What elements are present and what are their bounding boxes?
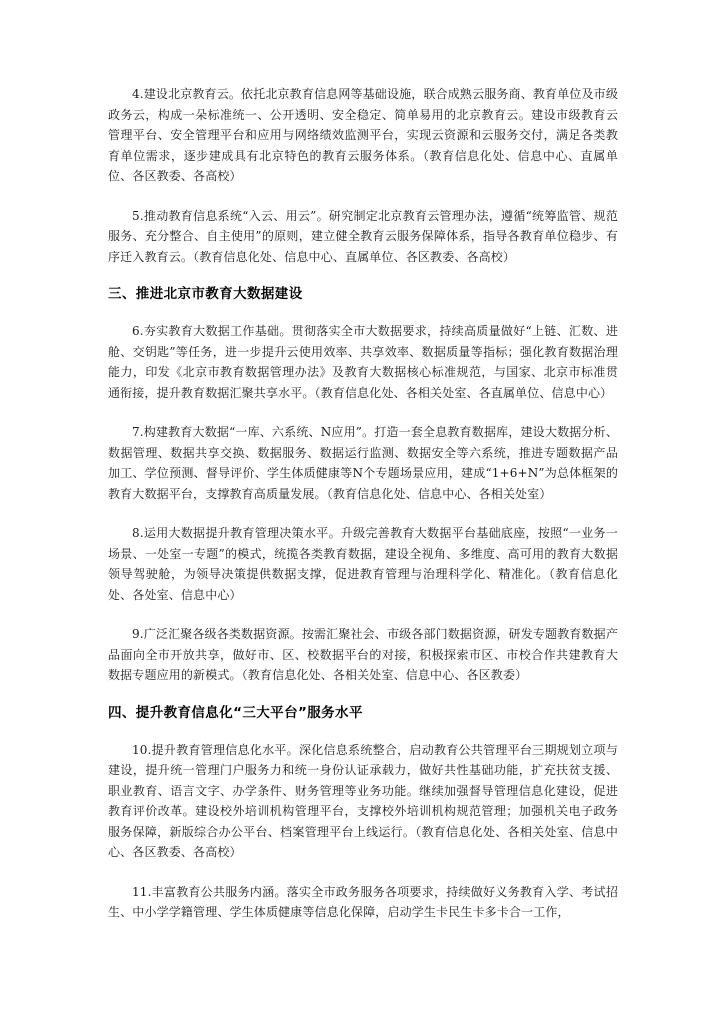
section-heading-4: 四、提升教育信息化“三大平台”服务水平 — [108, 704, 363, 721]
paragraph-7: 7.构建教育大数据“一库、六系统、N应用”。打造一套全息教育数据库，建设大数据分析、数据管理、数据共享交换、数据服务、数据运行监测、数据安全等六系统，推进专题数据产品加工、学位预测、督导评价、学生体质健康等N个专题场景应用，建成“1+6+N”为总体框架的教育大数据平台，支撑教育高质量发展。（教育信息化处、信息中心、各相关处室） — [108, 425, 618, 501]
paragraph-9: 9.广泛汇聚各级各类数据资源。按需汇聚社会、市级各部门数据资源，研发专题教育数据产品面向全市开放共享，做好市、区、校数据平台的对接，积极探索市区、市校合作共建教育大数据专题应用的新模式。（教育信息化处、各相关处室、信息中心、各区教委） — [108, 627, 618, 682]
document-body — [108, 84, 618, 923]
paragraph-5: 5.推动教育信息系统“入云、用云”。研究制定北京教育云管理办法，遵循“统筹监管、规范服务、充分整合、自主使用”的原则，建立健全教育云服务保障体系，指导各教育单位稳步、有序迁入教育云。（教育信息化处、信息中心、直属单位、各区教委、各高校） — [108, 208, 618, 264]
paragraph-10: 10.提升教育管理信息化水平。深化信息系统整合，启动教育公共管理平台三期规划立项与建设，提升统一管理门户服务力和统一身份认证承载力，做好共性基础功能，扩充扶贫支援、职业教育、语言文字、办学条件、财务管理等业务功能。继续加强督导管理信息化建设，促进教育评价改革。建设校外培训机构管理平台，支撑校外培训机构规范管理；加强机关电子政务服务保障，新版综合办公平台、档案管理平台上线运行。（教育信息化处、各相关处室、信息中心、各区教委、各高校） — [108, 742, 618, 859]
paragraph-spacer — [108, 403, 618, 422]
paragraph-spacer — [108, 605, 618, 624]
paragraph-4: 4.建设北京教育云。依托北京教育信息网等基础设施，联合成熟云服务商、教育单位及市级政务云，构成一朵标准统一、公开透明、安全稳定、简单易用的北京教育云。建设市级教育云管理平台、安全管理平台和应用与网络绩效监测平台，实现云资源和云服务交付，满足各类教育单位需求，逐步建成具有北京特色的教育云服务体系。（教育信息化处、信息中心、直属单位、各区教委、各高校） — [108, 87, 618, 183]
paragraph-6: 6.夯实教育大数据工作基础。贯彻落实全市大数据要求，持续高质量做好“上链、汇数、进舱、交钥匙”等任务，进一步提升云使用效率、共享效率、数据质量等指标；强化教育数据治理能力，印发《北京市教育数据管理办法》及教育大数据核心标准规范，与国家、北京市标准贯通衔接，提升教育数据汇聚共享水平。（教育信息化处、各相关处室、各直属单位、信息中心） — [108, 324, 618, 400]
section-heading-3: 三、推进北京市教育大数据建设 — [108, 286, 303, 302]
paragraph-spacer — [108, 504, 618, 523]
paragraph-11: 11.丰富教育公共服务内涵。落实全市政务服务各项要求，持续做好义务教育入学、考试招生、中小学学籍管理、学生体质健康等信息化保障，启动学生卡民生卡多卡合一工作， — [108, 884, 618, 919]
section-heading-4-wrapper — [108, 686, 618, 740]
paragraph-spacer — [108, 863, 618, 882]
paragraph-8: 8.运用大数据提升教育管理决策水平。升级完善教育大数据平台基础底座，按照“一业务一场景、一处室一专题”的模式，统揽各类教育数据，建设全视角、多维度、高可用的教育大数据领导驾驶舱，为领导决策提供数据支撑，促进教育管理与治理科学化、精准化。（教育信息化处、各处室、信息中心） — [108, 526, 618, 602]
section-heading-3-wrapper — [108, 267, 618, 321]
paragraph-spacer — [108, 187, 618, 206]
